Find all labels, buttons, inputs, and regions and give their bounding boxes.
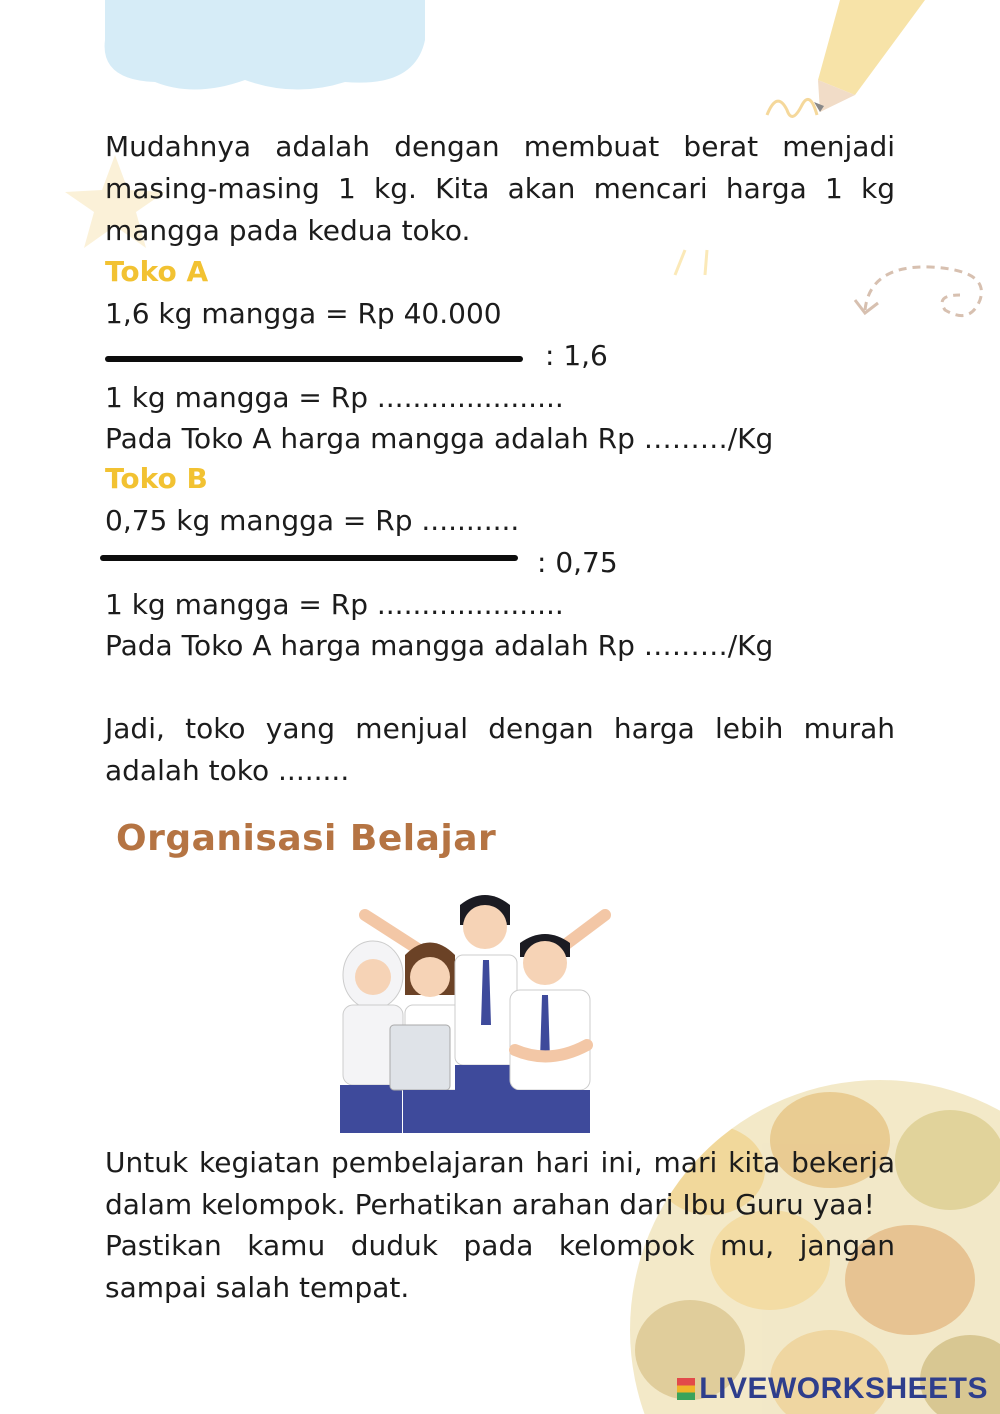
toko-a-fraction-line: [105, 356, 523, 362]
cloud-decoration: [95, 0, 435, 100]
swirl-decoration: [762, 85, 822, 130]
closing-paragraph-1: Untuk kegiatan pembelajaran hari ini, mari kita bekerja dalam kelompok. Perhatikan arahan dari Ibu Guru yaa!: [105, 1146, 895, 1221]
section-title: Organisasi Belajar: [116, 818, 497, 859]
toko-a-line2: 1 kg mangga = Rp .....................: [105, 381, 564, 414]
students-illustration: [325, 885, 625, 1135]
intro-paragraph: Mudahnya adalah dengan membuat berat menjadi masing-masing 1 kg. Kita akan mencari harga 1 kg mangga pada kedua toko.: [105, 130, 895, 247]
brand-text: LIVEWORKSHEETS: [699, 1372, 988, 1405]
toko-b-heading: Toko B: [105, 462, 208, 495]
toko-a-divisor: : 1,6: [545, 339, 608, 372]
toko-b-line2: 1 kg mangga = Rp .....................: [105, 588, 564, 621]
toko-b-line1: 0,75 kg mangga = Rp ...........: [105, 504, 520, 537]
liveworksheets-logo: [677, 1372, 988, 1406]
summary-paragraph: Jadi, toko yang menjual dengan harga lebih murah adalah toko ........: [105, 712, 895, 787]
toko-a-line1: 1,6 kg mangga = Rp 40.000: [105, 297, 502, 330]
toko-a-conclusion: Pada Toko A harga mangga adalah Rp ………/Kg: [105, 422, 774, 455]
toko-a-heading: Toko A: [105, 255, 209, 288]
toko-b-fraction-line: [100, 555, 518, 561]
logo-icon: [677, 1378, 695, 1400]
toko-b-divisor: : 0,75: [537, 546, 618, 579]
toko-b-conclusion: Pada Toko A harga mangga adalah Rp ………/Kg: [105, 629, 774, 662]
dashed-arrow-decoration: [850, 255, 1000, 335]
closing-paragraph-2: Pastikan kamu duduk pada kelompok mu, jangan sampai salah tempat.: [105, 1229, 895, 1304]
